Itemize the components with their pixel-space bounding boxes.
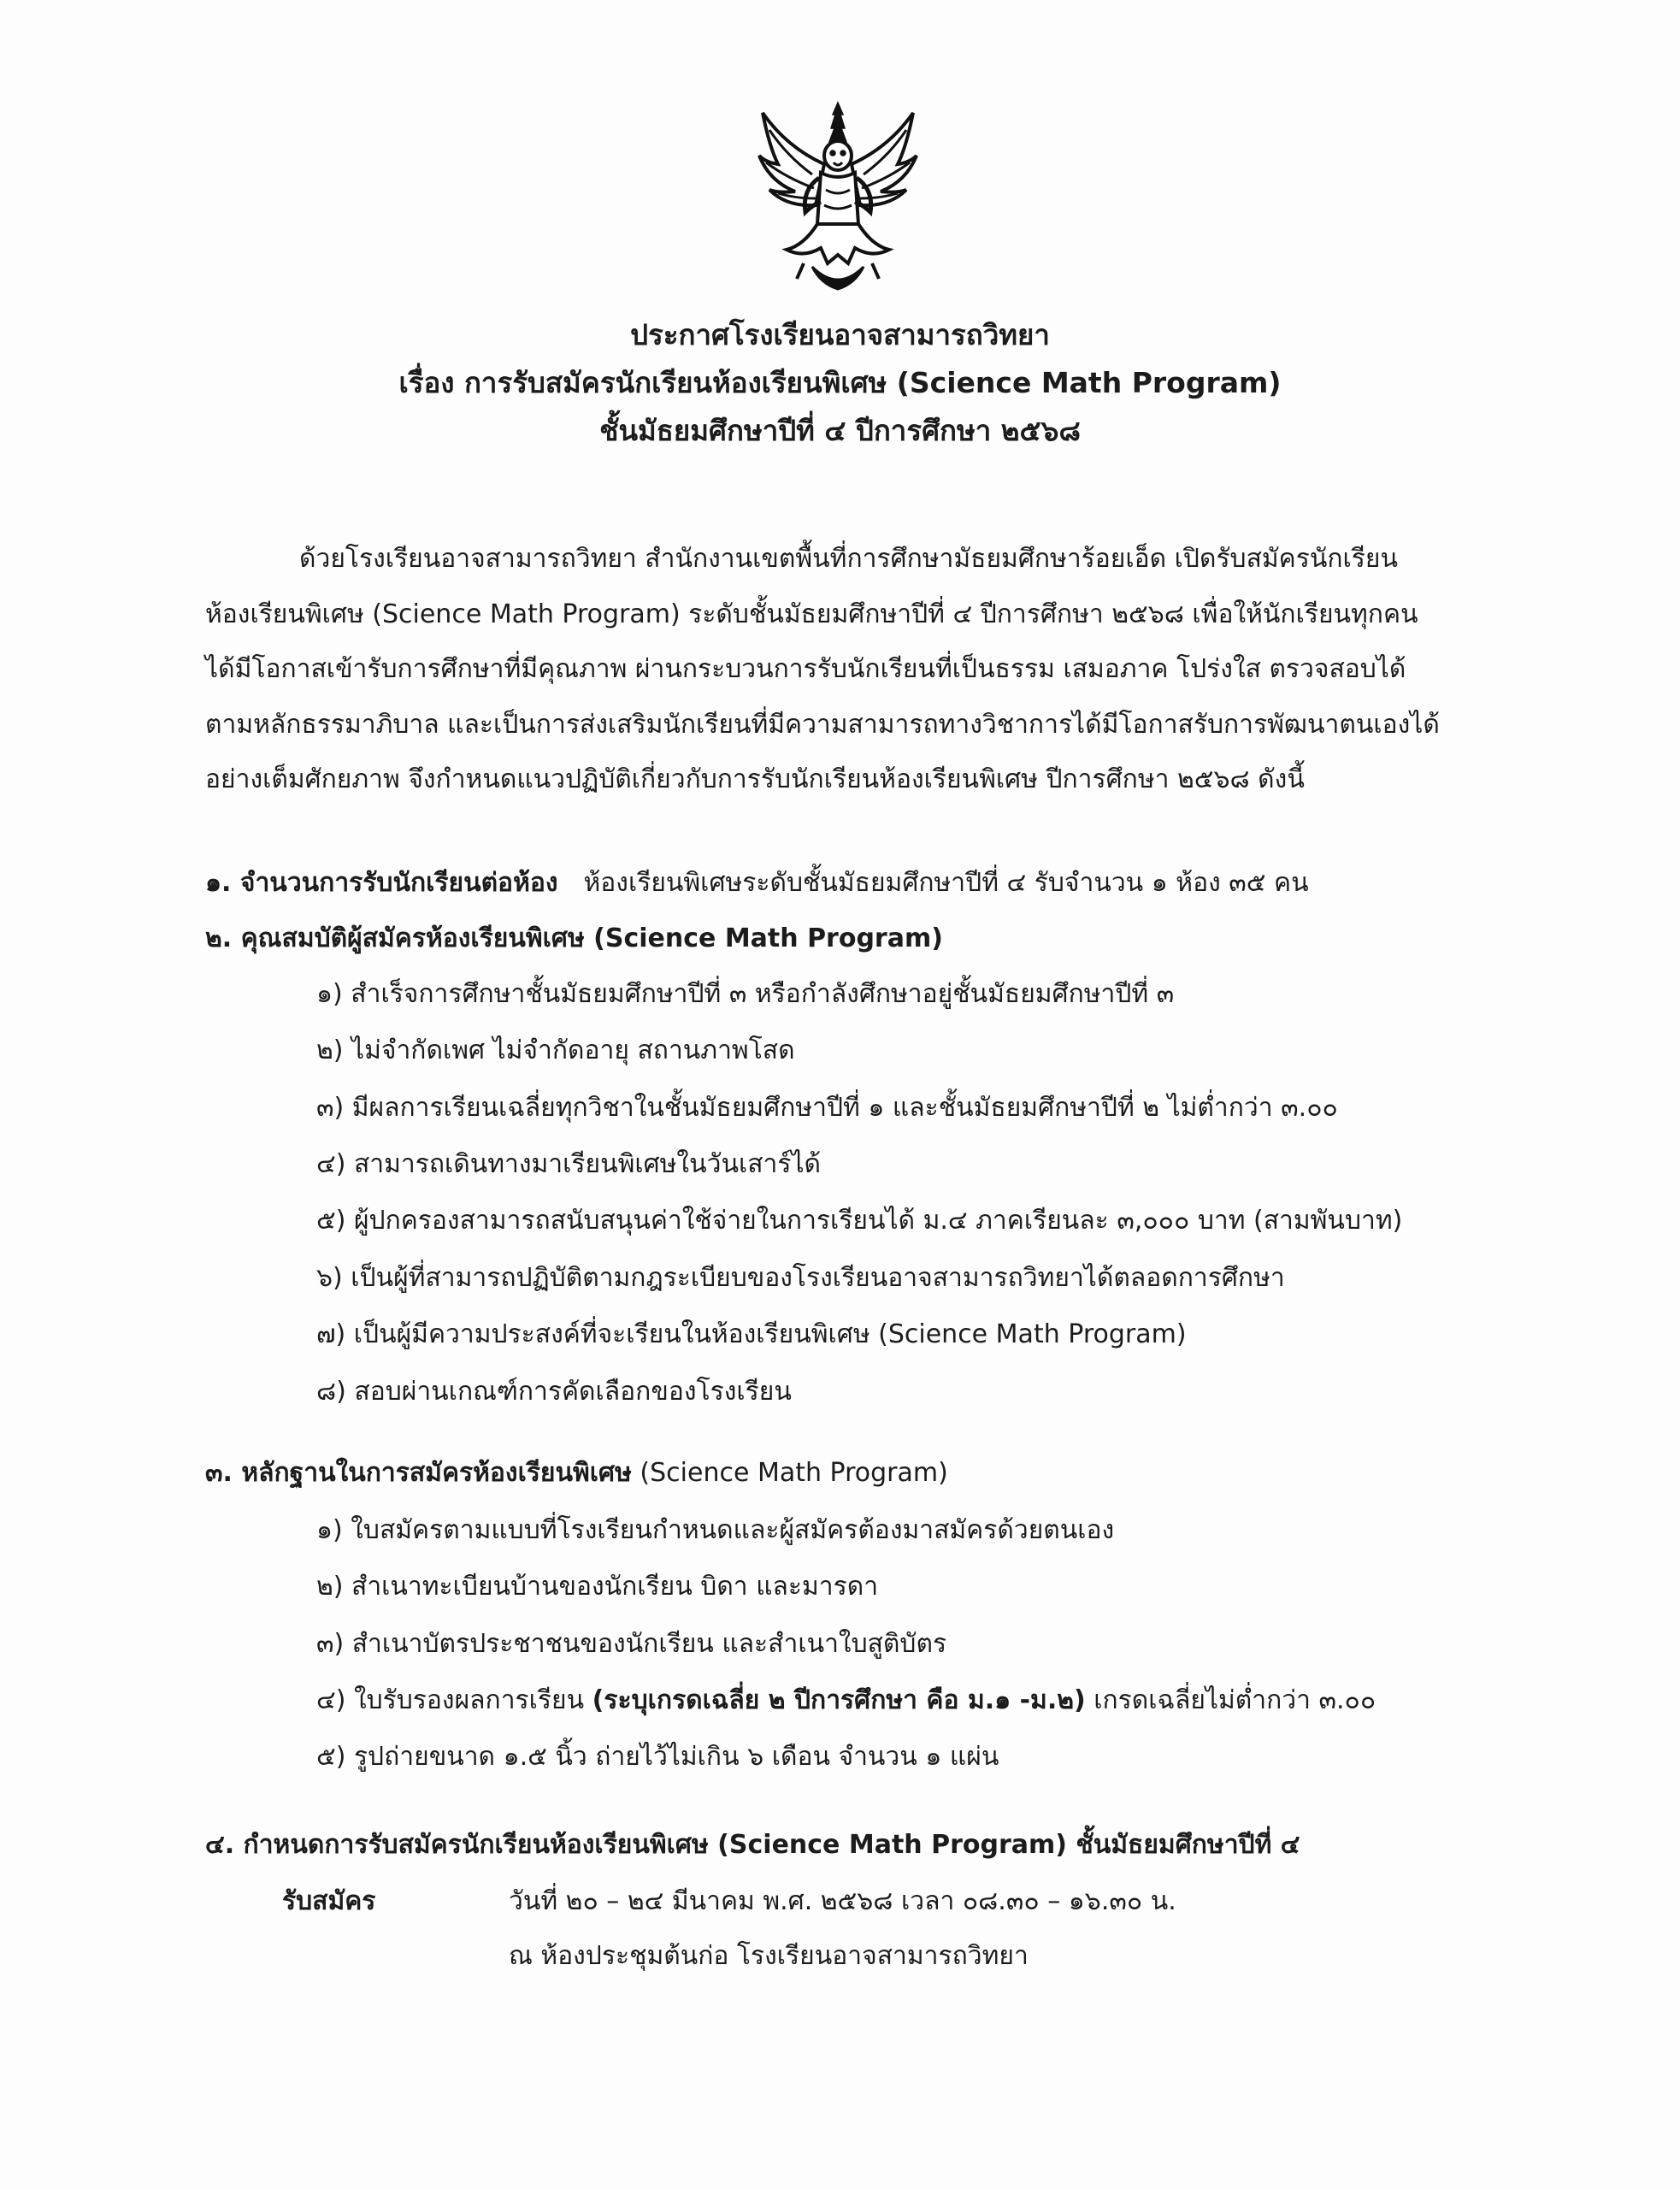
title-line-1: ประกาศโรงเรียนอาจสามารถวิทยา bbox=[630, 318, 1050, 351]
section-4-heading-text: ๔. กำหนดการรับสมัครนักเรียนห้องเรียนพิเศษ (Science Math Program) ชั้นมัธยมศึกษาปีที่ ๔ bbox=[205, 1830, 1300, 1860]
intro-line: ด้วยโรงเรียนอาจสามารถวิทยา สำนักงานเขตพื้นที่การศึกษามัธยมศึกษาร้อยเอ็ด เปิดรับสมัครนักเรียน bbox=[299, 544, 1398, 574]
intro-line: ห้องเรียนพิเศษ (Science Math Program) ระดับชั้นมัธยมศึกษาปีที่ ๔ ปีการศึกษา ๒๕๖๘ เพื่อให้นักเรียนทุกคน bbox=[205, 599, 1418, 629]
section-2-item: ๓) มีผลการเรียนเฉลี่ยทุกวิชาในชั้นมัธยมศึกษาปีที่ ๑ และชั้นมัธยมศึกษาปีที่ ๒ ไม่ต่ำกว่า ๓.๐๐ bbox=[316, 1093, 1338, 1123]
section-1 bbox=[205, 868, 1309, 899]
section-1-heading: ๑. จำนวนการรับนักเรียนต่อห้อง bbox=[205, 868, 558, 898]
section-2-item: ๒) ไม่จำกัดเพศ ไม่จำกัดอายุ สถานภาพโสด bbox=[316, 1035, 795, 1065]
intro-line: ตามหลักธรรมาภิบาล และเป็นการส่งเสริมนักเรียนที่มีความสามารถทางวิชาการได้มีโอกาสรับการพัฒนาตนเองได้ bbox=[205, 709, 1440, 740]
section-2-item: ๕) ผู้ปกครองสามารถสนับสนุนค่าใช้จ่ายในการเรียนได้ ม.๔ ภาคเรียนละ ๓,๐๐๐ บาท (สามพันบาท) bbox=[316, 1206, 1403, 1236]
announcement-title bbox=[0, 318, 1680, 462]
intro-line: ได้มีโอกาสเข้ารับการศึกษาที่มีคุณภาพ ผ่านกระบวนการรับนักเรียนที่เป็นธรรม เสมอภาค โปร่งใส ตรวจสอบได้ bbox=[205, 654, 1406, 684]
section-2-item: ๑) สำเร็จการศึกษาชั้นมัธยมศึกษาปีที่ ๓ หรือกำลังศึกษาอยู่ชั้นมัธยมศึกษาปีที่ ๓ bbox=[316, 979, 1175, 1009]
section-3-heading-bold: ๓. หลักฐานในการสมัครห้องเรียนพิเศษ bbox=[205, 1458, 632, 1488]
section-3-item: ๑) ใบสมัครตามแบบที่โรงเรียนกำหนดและผู้สมัครต้องมาสมัครด้วยตนเอง bbox=[316, 1515, 1115, 1545]
section-3-item: ๕) รูปถ่ายขนาด ๑.๕ นิ้ว ถ่ายไว้ไม่เกิน ๖ เดือน จำนวน ๑ แผ่น bbox=[316, 1742, 999, 1772]
garuda-emblem-icon bbox=[752, 96, 923, 301]
section-3-item-4-note: (ระบุเกรดเฉลี่ย ๒ ปีการศึกษา คือ ม.๑ -ม.๒) bbox=[592, 1685, 1086, 1715]
section-2-item: ๘) สอบผ่านเกณฑ์การคัดเลือกของโรงเรียน bbox=[316, 1377, 792, 1407]
registration-venue: ณ ห้องประชุมต้นก่อ โรงเรียนอาจสามารถวิทยา bbox=[509, 1941, 1029, 1971]
section-2-heading bbox=[205, 923, 943, 954]
section-2-item: ๗) เป็นผู้มีความประสงค์ที่จะเรียนในห้องเรียนพิเศษ (Science Math Program) bbox=[316, 1319, 1187, 1349]
section-3-item: ๓) สำเนาบัตรประชาชนของนักเรียน และสำเนาใบสูติบัตร bbox=[316, 1629, 947, 1659]
section-2-item: ๔) สามารถเดินทางมาเรียนพิเศษในวันเสาร์ได้ bbox=[316, 1149, 822, 1179]
section-2-heading-text: ๒. คุณสมบัติผู้สมัครห้องเรียนพิเศษ (Science Math Program) bbox=[205, 923, 943, 953]
section-3-item-4-label: ๔) ใบรับรองผลการเรียน bbox=[316, 1685, 585, 1715]
intro-line: อย่างเต็มศักยภาพ จึงกำหนดแนวปฏิบัติเกี่ยวกับการรับนักเรียนห้องเรียนพิเศษ ปีการศึกษา ๒๕๖๘ ดังนี้ bbox=[205, 764, 1305, 794]
registration-date: วันที่ ๒๐ – ๒๔ มีนาคม พ.ศ. ๒๕๖๘ เวลา ๐๘.๓๐ – ๑๖.๓๐ น. bbox=[509, 1886, 1176, 1916]
section-3-heading bbox=[205, 1458, 948, 1489]
title-line-3: ชั้นมัธยมศึกษาปีที่ ๔ ปีการศึกษา ๒๕๖๘ bbox=[599, 414, 1081, 447]
section-4-heading bbox=[205, 1830, 1300, 1861]
section-3-item-4-grade: เกรดเฉลี่ยไม่ต่ำกว่า ๓.๐๐ bbox=[1093, 1685, 1376, 1715]
registration-label: รับสมัคร bbox=[282, 1886, 376, 1916]
title-line-2: เรื่อง การรับสมัครนักเรียนห้องเรียนพิเศษ (Science Math Program) bbox=[398, 366, 1282, 399]
section-1-text: ห้องเรียนพิเศษระดับชั้นมัธยมศึกษาปีที่ ๔ รับจำนวน ๑ ห้อง ๓๕ คน bbox=[583, 868, 1309, 898]
section-3-heading-rest: (Science Math Program) bbox=[640, 1458, 948, 1488]
section-2-item: ๖) เป็นผู้ที่สามารถปฏิบัติตามกฎระเบียบของโรงเรียนอาจสามารถวิทยาได้ตลอดการศึกษา bbox=[316, 1263, 1285, 1293]
section-3-item: ๒) สำเนาทะเบียนบ้านของนักเรียน บิดา และมารดา bbox=[316, 1572, 879, 1602]
section-3-item-4 bbox=[316, 1685, 1376, 1716]
intro-paragraph bbox=[205, 544, 1453, 820]
